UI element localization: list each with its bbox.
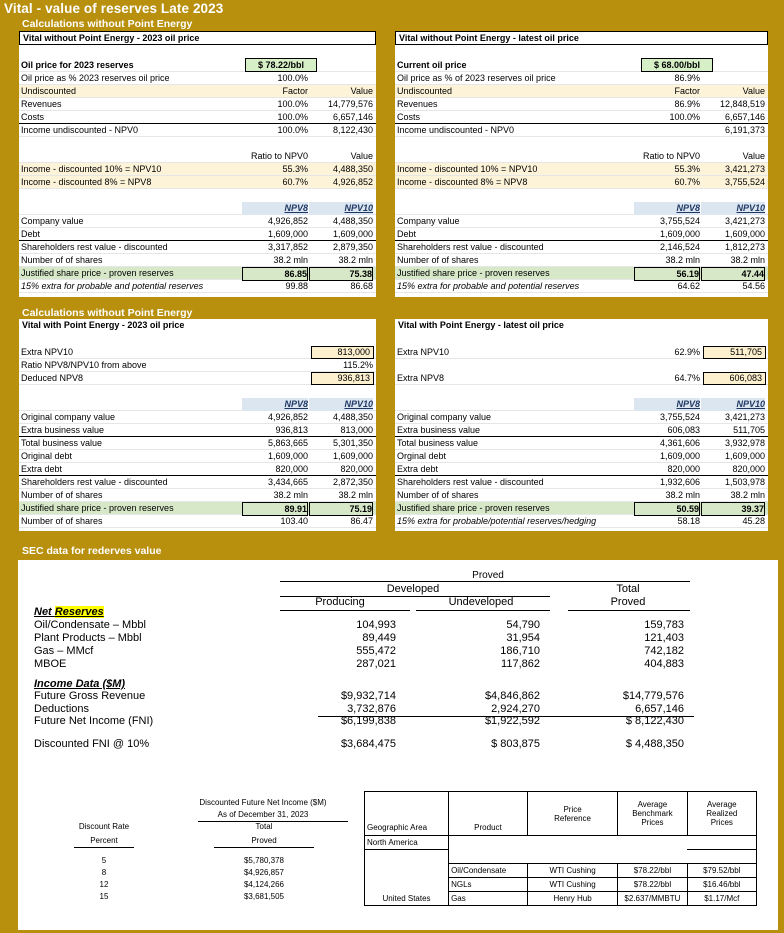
row-npv8: 936,813 (275, 425, 308, 435)
discount-value: $5,780,378 (243, 856, 285, 865)
oil-price-value: $ 78.22/bbl (245, 58, 317, 72)
extra-npv10: 86.68 (350, 281, 373, 291)
discount-value: $4,124,266 (243, 880, 285, 889)
npv8-col-header: NPV8 (634, 202, 700, 215)
row-npv10: 4,488,350 (332, 412, 373, 422)
justified-price-npv8: 86.85 (242, 267, 308, 281)
net-reserves-word: Reserves (54, 606, 104, 618)
row-npv10: 3,932,978 (724, 438, 765, 448)
last-npv8: 103.40 (280, 516, 308, 526)
row-npv10: 820,000 (340, 464, 373, 474)
justified-price-npv8: 56.19 (634, 267, 700, 281)
justified-price-npv10: 39.37 (701, 502, 765, 516)
benchmark-cell: $78.22/bbl (618, 864, 687, 878)
reserve-label: Gas – MMcf (34, 645, 94, 657)
value-header-2: Value (350, 151, 373, 161)
row-label: Number of of shares (397, 490, 479, 500)
extra-npv10-value: 511,705 (703, 346, 766, 359)
row-npv10: 4,488,350 (332, 216, 373, 226)
row-npv10: 3,421,273 (724, 216, 765, 226)
geo-header: Geographic Area (365, 792, 449, 836)
row-label: Extra debt (21, 464, 63, 474)
row-npv10: 38.2 mln (338, 490, 373, 500)
npv8-value: 3,755,524 (724, 177, 765, 187)
income-undeveloped: $4,846,862 (484, 690, 540, 702)
income-label: Future Net Income (FNI) (34, 715, 154, 727)
discount-rate-header: Discount Rate (78, 822, 130, 831)
row-npv8: 5,863,665 (267, 438, 308, 448)
justified-price-label: Justified share price - proven reserves (21, 268, 174, 278)
revenues-factor: 86.9% (674, 99, 700, 109)
row-label: Total business value (397, 438, 479, 448)
ratio-header: Ratio to NPV0 (250, 151, 308, 161)
justified-price-npv8: 50.59 (634, 502, 700, 516)
revenues-label: Revenues (397, 99, 438, 109)
empty-cell (449, 850, 757, 864)
revenues-factor: 100.0% (277, 99, 308, 109)
value-header-2: Value (742, 151, 765, 161)
pct-label: Oil price as % 2023 reserves oil price (21, 73, 170, 83)
reserve-total: 404,883 (644, 658, 684, 670)
row-npv8: 1,609,000 (659, 451, 700, 461)
ratio-value: 115.2% (343, 360, 373, 370)
product-cell: Oil/Condensate (449, 864, 528, 878)
benchmark-cell: $78.22/bbl (618, 878, 687, 892)
row-npv8: 3,755,524 (659, 216, 700, 226)
reserve-total: 121,403 (644, 632, 684, 644)
last-label: Number of of shares (21, 516, 103, 526)
npv10-col-header: NPV10 (701, 202, 765, 215)
price-ref-cell: WTI Cushing (527, 878, 617, 892)
row-label: Shareholders rest value - discounted (21, 242, 168, 252)
value-header: Value (350, 86, 373, 96)
extra-npv10-pct: 62.9% (674, 347, 700, 357)
last-npv10: 45.28 (742, 516, 765, 526)
justified-price-label: Justified share price - proven reserves (397, 503, 550, 513)
section-title-2: Calculations without Point Energy (22, 307, 193, 319)
benchmark-cell: $2.637/MMBTU (618, 892, 687, 906)
npv8-col-header: NPV8 (242, 398, 308, 411)
total-header: Total (616, 583, 640, 595)
discounted-fni-undeveloped: $ 803,875 (491, 738, 540, 750)
discounted-fni-producing: $3,684,475 (340, 738, 396, 750)
undiscounted-label: Undiscounted (397, 86, 453, 96)
revenues-label: Revenues (21, 99, 62, 109)
row-npv10: 511,705 (733, 425, 765, 435)
row-label: Original company value (21, 412, 116, 422)
row-label: Original debt (21, 451, 73, 461)
row-npv10: 1,812,273 (724, 242, 765, 252)
row-label: Shareholders rest value - discounted (397, 242, 544, 252)
total-proved-header: Proved (610, 596, 646, 608)
discount-value: $3,681,505 (243, 892, 285, 901)
row-label: Extra business value (397, 425, 481, 435)
product-cell: Gas (449, 892, 528, 906)
panel-without-latest (395, 31, 768, 297)
npv10-col-header: NPV10 (701, 398, 765, 411)
justified-price-label: Justified share price - proven reserves (397, 268, 550, 278)
pct-label: Oil price as % of 2023 reserves oil price (397, 73, 556, 83)
row-label: Number of of shares (21, 255, 103, 265)
row-npv10: 813,000 (340, 425, 373, 435)
price-ref-header: Price Reference (527, 792, 617, 836)
deduced-npv8-value: 936,813 (311, 372, 374, 385)
extra-reserves-label: 15% extra for probable and potential reserves (21, 281, 204, 291)
benchmark-header: Average Benchmark Prices (618, 792, 687, 836)
row-npv8: 38.2 mln (273, 255, 308, 265)
row-npv8: 38.2 mln (665, 490, 700, 500)
npv10-label: Income - discounted 10% = NPV10 (397, 164, 538, 174)
reserve-producing: 104,993 (356, 619, 396, 631)
row-npv8: 820,000 (275, 464, 308, 474)
row-npv10: 38.2 mln (730, 255, 765, 265)
row-npv10: 1,609,000 (724, 229, 765, 239)
npv8-col-header: NPV8 (242, 202, 308, 215)
row-npv8: 4,926,852 (267, 216, 308, 226)
row-npv8: 3,317,852 (267, 242, 308, 252)
discounted-fni-label: Discounted FNI @ 10% (34, 738, 150, 750)
extra-npv10-label: Extra NPV10 (21, 347, 74, 357)
page-title: Vital - value of reserves Late 2023 (4, 1, 224, 16)
npv8-col-header: NPV8 (634, 398, 700, 411)
col-rule-1 (280, 610, 410, 611)
reserve-undeveloped: 117,862 (501, 658, 540, 670)
row-npv10: 3,421,273 (724, 412, 765, 422)
oil-price-value: $ 68.00/bbl (641, 58, 713, 72)
extra-reserves-label: 15% extra for probable and potential reserves (397, 281, 580, 291)
discount-proved-header: Proved (251, 836, 277, 845)
row-npv8: 38.2 mln (665, 255, 700, 265)
row-label: Original company value (397, 412, 492, 422)
oil-price-label: Current oil price (397, 60, 467, 70)
income-label: Income undiscounted - NPV0 (21, 125, 139, 135)
row-npv8: 1,932,606 (659, 477, 700, 487)
row-label: Extra debt (397, 464, 439, 474)
realized-cell: $79.52/bbl (687, 864, 756, 878)
extra-npv10: 54.56 (742, 281, 765, 291)
discount-total-header: Total (255, 822, 273, 831)
row-label: Orginal debt (397, 451, 447, 461)
realized-cell: $16.46/bbl (687, 878, 756, 892)
discount-rate: 8 (101, 868, 107, 877)
row-npv10: 820,000 (732, 464, 765, 474)
costs-label: Costs (397, 112, 421, 122)
income-label: Deductions (34, 703, 90, 715)
realized-cell: $1.17/Mcf (687, 892, 756, 906)
row-npv10: 1,503,978 (724, 477, 765, 487)
reserve-label: MBOE (34, 658, 67, 670)
discount-rate: 15 (99, 892, 109, 901)
row-npv8: 1,609,000 (267, 229, 308, 239)
row-npv10: 5,301,350 (332, 438, 373, 448)
row-npv8: 4,361,606 (659, 438, 700, 448)
row-npv8: 606,083 (667, 425, 700, 435)
row-npv10: 1,609,000 (332, 451, 373, 461)
row-npv10: 38.2 mln (730, 490, 765, 500)
row-npv10: 1,609,000 (724, 451, 765, 461)
row-label: Number of of shares (397, 255, 479, 265)
extra-npv10-label: Extra NPV10 (397, 347, 450, 357)
reserve-producing: 555,472 (356, 645, 396, 657)
npv8-label: Income - discounted 8% = NPV8 (397, 177, 528, 187)
product-header: Product (449, 792, 528, 836)
costs-label: Costs (21, 112, 45, 122)
empty-cell (687, 836, 756, 850)
reserve-label: Plant Products – Mbbl (34, 632, 142, 644)
factor-header: Factor (674, 86, 700, 96)
pct-value: 86.9% (674, 73, 700, 83)
reserve-producing: 287,021 (356, 658, 396, 670)
row-npv8: 820,000 (667, 464, 700, 474)
row-label: Number of of shares (21, 490, 103, 500)
justified-price-npv10: 75.38 (309, 267, 373, 281)
row-npv10: 2,879,350 (332, 242, 373, 252)
pct-value: 100.0% (277, 73, 308, 83)
discount-percent-header: Percent (90, 836, 118, 845)
income-label: Future Gross Revenue (34, 690, 146, 702)
npv10-col-header: NPV10 (309, 202, 373, 215)
empty-cell (527, 836, 617, 850)
income-value: 8,122,430 (332, 125, 373, 135)
costs-value: 6,657,146 (332, 112, 373, 122)
undeveloped-header: Undeveloped (448, 596, 514, 608)
extra-npv8-value: 606,083 (703, 372, 766, 385)
last-npv8: 58.18 (677, 516, 700, 526)
npv10-value: 4,488,350 (332, 164, 373, 174)
discount-rate: 12 (99, 880, 109, 889)
extra-npv8: 99.88 (285, 281, 308, 291)
revenues-value: 14,779,576 (327, 99, 373, 109)
row-npv8: 38.2 mln (273, 490, 308, 500)
income-total: 6,657,146 (635, 703, 684, 715)
extra-npv8-label: Extra NPV8 (397, 373, 445, 383)
income-factor: 100.0% (277, 125, 308, 135)
oil-price-label: Oil price for 2023 reserves (21, 60, 134, 70)
income-undeveloped: $1,922,592 (484, 715, 540, 727)
income-label: Income undiscounted - NPV0 (397, 125, 515, 135)
section-title-3: SEC data for rederves value (22, 545, 162, 557)
panel-header: Vital without Point Energy - latest oil price (395, 31, 768, 45)
row-label: Total business value (21, 438, 103, 448)
discount-rate: 5 (101, 856, 107, 865)
empty-cell (618, 836, 687, 850)
row-label: Extra business value (21, 425, 105, 435)
row-npv8: 2,146,524 (659, 242, 700, 252)
last-label: 15% extra for probable/potential reserves/hedging (397, 516, 597, 526)
reserve-undeveloped: 54,790 (506, 619, 540, 631)
npv8-ratio: 60.7% (282, 177, 308, 187)
deduced-npv8-label: Deduced NPV8 (21, 373, 84, 383)
income-undeveloped: 2,924,270 (491, 703, 540, 715)
row-npv8: 3,755,524 (659, 412, 700, 422)
income-total: $14,779,576 (622, 690, 684, 702)
empty-cell (365, 850, 449, 864)
last-npv10: 86.47 (350, 516, 373, 526)
section-title-1: Calculations without Point Energy (22, 18, 193, 30)
row-label: Debt (397, 229, 417, 239)
ratio-label: Ratio NPV8/NPV10 from above (21, 360, 147, 370)
npv8-value: 4,926,852 (332, 177, 373, 187)
panel-header: Vital without Point Energy - 2023 oil price (19, 31, 376, 45)
revenues-value: 12,848,519 (719, 99, 765, 109)
united-states-cell: United States (365, 864, 449, 906)
row-npv8: 1,609,000 (659, 229, 700, 239)
north-america-cell: North America (365, 836, 449, 850)
discount-value: $4,926,857 (243, 868, 285, 877)
panel-without-2023 (19, 31, 376, 297)
income-producing: $9,932,714 (340, 690, 396, 702)
justified-price-label: Justified share price - proven reserves (21, 503, 174, 513)
income-total: $ 8,122,430 (625, 715, 684, 727)
discount-title: Discounted Future Net Income ($M) (199, 798, 327, 807)
npv8-label: Income - discounted 8% = NPV8 (21, 177, 152, 187)
panel-header: Vital with Point Energy - latest oil price (395, 319, 768, 333)
reserve-undeveloped: 186,710 (500, 645, 540, 657)
undiscounted-label: Undiscounted (21, 86, 77, 96)
extra-npv8-pct: 64.7% (674, 373, 700, 383)
proved-header: Proved (472, 570, 504, 581)
income-producing: 3,732,876 (347, 703, 396, 715)
row-npv10: 38.2 mln (338, 255, 373, 265)
col-rule-2 (416, 610, 550, 611)
extra-npv10-value: 813,000 (311, 346, 374, 359)
income-data-heading: Income Data ($M) (34, 678, 126, 690)
npv10-col-header: NPV10 (309, 398, 373, 411)
row-label: Shareholders rest value - discounted (397, 477, 544, 487)
sec-data-panel (18, 560, 778, 930)
npv10-value: 3,421,273 (724, 164, 765, 174)
row-npv8: 1,609,000 (267, 451, 308, 461)
header-rule (280, 581, 690, 582)
npv8-ratio: 60.7% (674, 177, 700, 187)
developed-header: Developed (386, 583, 440, 595)
producing-header: Producing (315, 596, 365, 608)
npv10-ratio: 55.3% (282, 164, 308, 174)
factor-header: Factor (282, 86, 308, 96)
npv10-ratio: 55.3% (674, 164, 700, 174)
discounted-fni-total: $ 4,488,350 (625, 738, 684, 750)
row-npv8: 4,926,852 (267, 412, 308, 422)
net-reserves-heading (34, 606, 104, 618)
proved-rule (214, 847, 314, 848)
net-reserves-pre: Net (34, 606, 55, 618)
costs-factor: 100.0% (669, 112, 700, 122)
row-label: Debt (21, 229, 41, 239)
row-npv10: 1,609,000 (332, 229, 373, 239)
panel-with-2023 (19, 319, 376, 531)
price-ref-cell: Henry Hub (527, 892, 617, 906)
value-header: Value (742, 86, 765, 96)
justified-price-npv10: 75.19 (309, 502, 373, 516)
product-cell: NGLs (449, 878, 528, 892)
empty-cell (449, 836, 528, 850)
reserve-total: 159,783 (644, 619, 684, 631)
income-producing: $6,199,838 (340, 715, 396, 727)
extra-npv8: 64.62 (677, 281, 700, 291)
costs-factor: 100.0% (277, 112, 308, 122)
row-label: Shareholders rest value - discounted (21, 477, 168, 487)
realized-header: Average Realized Prices (687, 792, 756, 836)
reserve-undeveloped: 31,954 (506, 632, 540, 644)
costs-value: 6,657,146 (724, 112, 765, 122)
reserve-label: Oil/Condensate – Mbbl (34, 619, 146, 631)
npv10-label: Income - discounted 10% = NPV10 (21, 164, 162, 174)
row-label: Company value (397, 216, 460, 226)
row-npv10: 2,872,350 (332, 477, 373, 487)
ratio-header: Ratio to NPV0 (642, 151, 700, 161)
row-npv8: 3,434,665 (267, 477, 308, 487)
income-value: 6,191,373 (724, 125, 765, 135)
reserve-producing: 89,449 (362, 632, 396, 644)
justified-price-npv10: 47.44 (701, 267, 765, 281)
panel-with-latest (395, 319, 768, 531)
discount-date: As of December 31, 2023 (217, 810, 309, 819)
panel-header: Vital with Point Energy - 2023 oil price (19, 319, 376, 333)
col-rule-3 (568, 610, 690, 611)
justified-price-npv8: 89.91 (242, 502, 308, 516)
price-ref-cell: WTI Cushing (527, 864, 617, 878)
reserve-total: 742,182 (644, 645, 684, 657)
rate-rule (74, 847, 134, 848)
row-label: Company value (21, 216, 84, 226)
price-table (364, 791, 757, 906)
